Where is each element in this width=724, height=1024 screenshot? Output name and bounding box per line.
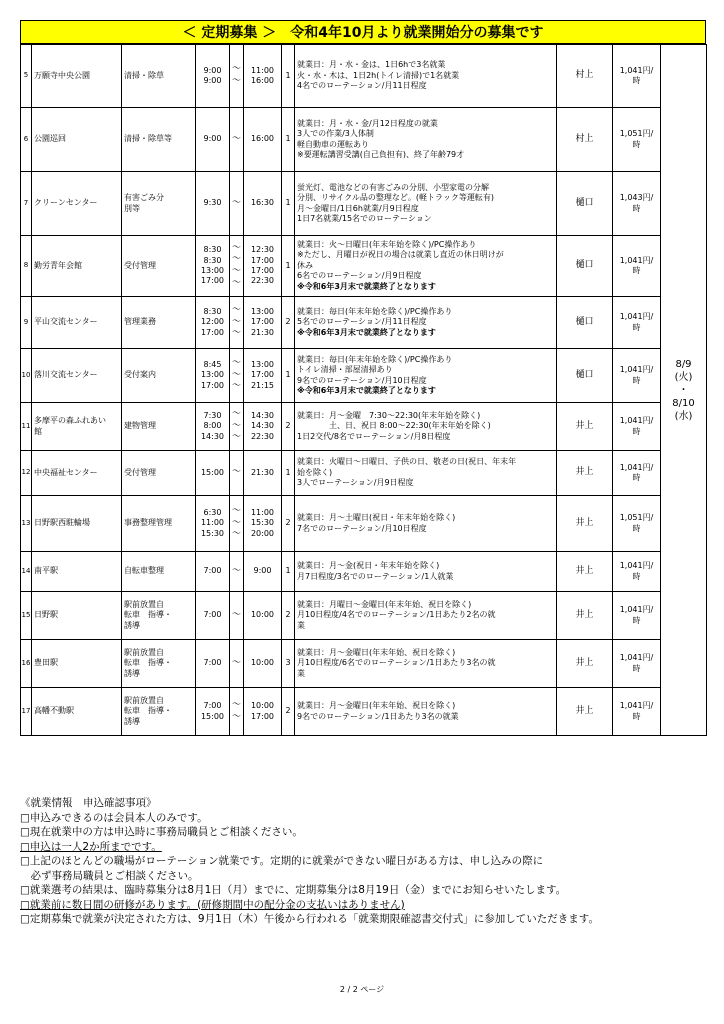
row-number: 6: [21, 108, 32, 172]
job-details: [295, 45, 557, 108]
start-time: 9:00 9:00: [196, 45, 230, 108]
time-separator: ～: [230, 172, 244, 236]
job-type: 受付管理: [122, 451, 196, 496]
end-time: 11:00 15:30 20:00: [244, 496, 282, 552]
time-separator: ～: [230, 592, 244, 640]
workplace-name: 多摩平の森ふれあい 館: [32, 403, 122, 451]
detail-line: 始を除く): [297, 467, 333, 477]
workplace-name: 日野駅西駐輪場: [32, 496, 122, 552]
hourly-wage: 1,043円/ 時: [613, 172, 661, 236]
detail-line: 1日7名就業/15名でのローテーション: [297, 213, 432, 223]
detail-line: 6名でのローテーション/月9日程度: [297, 271, 422, 281]
hourly-wage: 1,041円/ 時: [613, 552, 661, 592]
workplace-name: 平山交流センター: [32, 297, 122, 349]
time-separator: ～: [230, 552, 244, 592]
headcount: 1: [282, 108, 295, 172]
row-number: 13: [21, 496, 32, 552]
note-item: □上記のほとんどの職場がローテーション就業です。定期的に就業ができない曜日がある方は、申し込みの際に: [20, 855, 544, 867]
table-row: [21, 451, 707, 496]
end-time: 9:00: [244, 552, 282, 592]
job-details: [295, 236, 557, 297]
detail-line: 9名でのローテーション/月10日程度: [297, 375, 427, 385]
job-details: [295, 592, 557, 640]
time-separator: ～ ～ ～: [230, 349, 244, 403]
end-time: 16:30: [244, 172, 282, 236]
detail-line: 就業日：毎日(年末年始を除く)/PC操作あり: [297, 354, 453, 364]
hourly-wage: 1,041円/ 時: [613, 45, 661, 108]
row-number: 10: [21, 349, 32, 403]
staff-name: 樋口: [557, 172, 613, 236]
end-time: 14:30 14:30 22:30: [244, 403, 282, 451]
hourly-wage: 1,041円/ 時: [613, 349, 661, 403]
note-item: □申込みできるのは会員本人のみです。: [20, 811, 208, 824]
note-item: □就業前に数日間の研修があります。(研修期間中の配分金の支払いはありません): [20, 898, 405, 911]
hourly-wage: 1,041円/ 時: [613, 592, 661, 640]
time-separator: ～ ～ ～ ～: [230, 236, 244, 297]
time-separator: ～: [230, 640, 244, 688]
job-details: [295, 403, 557, 451]
job-details: [295, 297, 557, 349]
end-time: 13:00 17:00 21:30: [244, 297, 282, 349]
hourly-wage: 1,041円/ 時: [613, 688, 661, 736]
headcount: 2: [282, 688, 295, 736]
job-type: 駅前放置自 転車 指導・ 誘導: [122, 640, 196, 688]
job-type: 駅前放置自 転車 指導・ 誘導: [122, 688, 196, 736]
start-time: 7:00: [196, 552, 230, 592]
headcount: 2: [282, 496, 295, 552]
time-separator: ～ ～ ～: [230, 403, 244, 451]
note-item: □現在就業中の方は申込時に事務局職員とご相談ください。: [20, 826, 303, 838]
row-number: 17: [21, 688, 32, 736]
detail-line: 就業日：月～金曜 7:30～22:30(年末年始を除く): [297, 410, 481, 420]
start-time: 9:00: [196, 108, 230, 172]
staff-name: 樋口: [557, 236, 613, 297]
detail-line: 就業日：月・水・金/月12日程度の就業: [297, 118, 438, 128]
workplace-name: 豊田駅: [32, 640, 122, 688]
workplace-name: 勤労青年会館: [32, 236, 122, 297]
start-time: 6:30 11:00 15:30: [196, 496, 230, 552]
detail-line: 月～金曜日/1日6h就業/月9日程度: [297, 203, 419, 213]
time-separator: ～ ～: [230, 688, 244, 736]
table-row: [21, 349, 707, 403]
row-number: 16: [21, 640, 32, 688]
table-row: [21, 592, 707, 640]
start-time: 9:30: [196, 172, 230, 236]
headcount: 2: [282, 297, 295, 349]
staff-name: 井上: [557, 403, 613, 451]
headcount: 1: [282, 45, 295, 108]
detail-line: 蛍光灯、電池などの有害ごみの分別、小型家電の分解: [297, 182, 489, 192]
end-time: 10:00: [244, 592, 282, 640]
headcount: 1: [282, 552, 295, 592]
detail-line: 就業日：月～金曜日(年末年始、祝日を除く): [297, 701, 456, 711]
start-time: 7:30 8:00 14:30: [196, 403, 230, 451]
note-item: □定期募集で就業が決定された方は、9月1日（木）午後から行われる「就業期限確認書交付式」に参加していただきます。: [20, 913, 599, 925]
detail-line: 1日2交代/8名でローテーション/月8日程度: [297, 431, 451, 441]
detail-line: ※令和6年3月末で就業終了となります: [297, 327, 436, 337]
job-details: [295, 688, 557, 736]
end-time: 16:00: [244, 108, 282, 172]
notes-heading: 《就業情報 申込確認事項》: [20, 797, 157, 809]
detail-line: 火・水・木は、1日2h(トイレ清掃)で1名就業: [297, 70, 460, 80]
detail-line: ※令和6年3月末で就業終了となります: [297, 385, 436, 395]
detail-line: 業: [297, 668, 305, 678]
time-separator: ～ ～: [230, 45, 244, 108]
hourly-wage: 1,041円/ 時: [613, 297, 661, 349]
job-type: 管理業務: [122, 297, 196, 349]
table-row: [21, 552, 707, 592]
workplace-name: 中央福祉センター: [32, 451, 122, 496]
hourly-wage: 1,041円/ 時: [613, 451, 661, 496]
table-row: [21, 172, 707, 236]
staff-name: 井上: [557, 592, 613, 640]
start-time: 15:00: [196, 451, 230, 496]
table-row: [21, 640, 707, 688]
detail-line: 月10日程度/4名でのローテーション/1日あたり2名の就: [297, 610, 496, 620]
note-item: □申込は一人2か所までです。: [20, 840, 162, 853]
row-number: 9: [21, 297, 32, 349]
job-type: 受付管理: [122, 236, 196, 297]
page-banner: ＜ 定期募集 ＞ 令和4年10月より就業開始分の募集です: [20, 20, 706, 44]
table-row: [21, 108, 707, 172]
job-details: [295, 172, 557, 236]
table-row: [21, 45, 707, 108]
headcount: 2: [282, 403, 295, 451]
end-time: 21:30: [244, 451, 282, 496]
detail-line: 就業日：火曜日～日曜日、子供の日、敬老の日(祝日、年末年: [297, 457, 517, 467]
start-time: 7:00: [196, 592, 230, 640]
detail-line: 業: [297, 620, 305, 630]
workplace-name: 落川交流センター: [32, 349, 122, 403]
headcount: 1: [282, 172, 295, 236]
table-row: [21, 403, 707, 451]
time-separator: ～: [230, 451, 244, 496]
job-details: [295, 552, 557, 592]
hourly-wage: 1,051円/ 時: [613, 108, 661, 172]
staff-name: 村上: [557, 45, 613, 108]
detail-line: 就業日：月～金(祝日・年末年始を除く): [297, 561, 440, 571]
staff-name: 井上: [557, 552, 613, 592]
job-type: 駅前放置自 転車 指導・ 誘導: [122, 592, 196, 640]
detail-line: 3人での作業/3人体制: [297, 129, 374, 139]
hourly-wage: 1,041円/ 時: [613, 640, 661, 688]
detail-line: 月10日程度/6名でのローテーション/1日あたり3名の就: [297, 658, 496, 668]
staff-name: 樋口: [557, 297, 613, 349]
row-number: 7: [21, 172, 32, 236]
staff-name: 樋口: [557, 349, 613, 403]
note-item: □就業選考の結果は、臨時募集分は8月1日（月）までに、定期募集分は8月19日（金）までにお知らせいたします。: [20, 884, 567, 896]
detail-line: 就業日：月～金曜日(年末年始、祝日を除く): [297, 647, 456, 657]
workplace-name: 高幡不動駅: [32, 688, 122, 736]
row-number: 8: [21, 236, 32, 297]
staff-name: 井上: [557, 688, 613, 736]
start-time: 8:30 12:00 17:00: [196, 297, 230, 349]
workplace-name: 万願寺中央公園: [32, 45, 122, 108]
end-time: 13:00 17:00 21:15: [244, 349, 282, 403]
detail-line: 就業日：月～土曜日(祝日・年末年始を除く): [297, 513, 456, 523]
detail-line: 就業日：月曜日～金曜日(年末年始、祝日を除く): [297, 599, 472, 609]
row-number: 11: [21, 403, 32, 451]
detail-line: 4名でのローテーション/月11日程度: [297, 81, 427, 91]
row-number: 15: [21, 592, 32, 640]
detail-line: ※ただし、月曜日が祝日の場合は就業し直近の休日明けが: [297, 250, 504, 260]
job-type: 事務整理管理: [122, 496, 196, 552]
end-time: 12:30 17:00 17:00 22:30: [244, 236, 282, 297]
time-separator: ～ ～ ～: [230, 297, 244, 349]
start-time: 8:30 8:30 13:00 17:00: [196, 236, 230, 297]
detail-line: 5名でのローテーション/月11日程度: [297, 317, 427, 327]
table-row: [21, 688, 707, 736]
time-separator: ～ ～ ～: [230, 496, 244, 552]
end-time: 11:00 16:00: [244, 45, 282, 108]
application-notes: [20, 796, 710, 927]
end-time: 10:00 17:00: [244, 688, 282, 736]
headcount: 1: [282, 236, 295, 297]
table-row: [21, 236, 707, 297]
headcount: 1: [282, 349, 295, 403]
table-row: [21, 297, 707, 349]
headcount: 1: [282, 451, 295, 496]
detail-line: 月7日程度/3名でのローテーション/1人就業: [297, 571, 454, 581]
detail-line: 3人でローテーション/月9日程度: [297, 478, 414, 488]
job-type: 受付案内: [122, 349, 196, 403]
workplace-name: 公園巡回: [32, 108, 122, 172]
row-number: 5: [21, 45, 32, 108]
staff-name: 村上: [557, 108, 613, 172]
job-type: 自転車整理: [122, 552, 196, 592]
hourly-wage: 1,041円/ 時: [613, 236, 661, 297]
start-time: 8:45 13:00 17:00: [196, 349, 230, 403]
detail-line: トイレ清掃・部屋清掃あり: [297, 365, 393, 375]
headcount: 2: [282, 592, 295, 640]
detail-line: 7名でのローテーション/月10日程度: [297, 523, 427, 533]
workplace-name: クリーンセンター: [32, 172, 122, 236]
job-details: [295, 496, 557, 552]
hourly-wage: 1,041円/ 時: [613, 403, 661, 451]
start-time: 7:00: [196, 640, 230, 688]
job-details: [295, 108, 557, 172]
detail-line: ※令和6年3月末で就業終了となります: [297, 281, 436, 291]
detail-line: 就業日：毎日(年末年始を除く)/PC操作あり: [297, 306, 453, 316]
staff-name: 井上: [557, 640, 613, 688]
detail-line: 就業日：火～日曜日(年末年始を除く)/PC操作あり: [297, 240, 477, 250]
detail-line: 9名でのローテーション/1日あたり3名の就業: [297, 711, 459, 721]
detail-line: 就業日：月・水・金は、1日6hで3名就業: [297, 60, 446, 70]
time-separator: ～: [230, 108, 244, 172]
job-type: 清掃・除草等: [122, 108, 196, 172]
staff-name: 井上: [557, 451, 613, 496]
row-number: 14: [21, 552, 32, 592]
workplace-name: 日野駅: [32, 592, 122, 640]
workplace-name: 南平駅: [32, 552, 122, 592]
headcount: 3: [282, 640, 295, 688]
detail-line: 軽自動車の運転あり: [297, 139, 369, 149]
job-details: [295, 451, 557, 496]
job-details: [295, 349, 557, 403]
start-time: 7:00 15:00: [196, 688, 230, 736]
detail-line: 土、日、祝日 8:00～22:30(年末年始を除く): [297, 421, 491, 431]
job-type: 清掃・除草: [122, 45, 196, 108]
job-table: [20, 44, 707, 736]
staff-name: 井上: [557, 496, 613, 552]
row-number: 12: [21, 451, 32, 496]
page-number: 2 / 2 ページ: [339, 985, 385, 994]
hourly-wage: 1,051円/ 時: [613, 496, 661, 552]
interview-dates: 8/9 (火) ・ 8/10 (水): [661, 45, 707, 736]
table-row: [21, 496, 707, 552]
job-type: 建物管理: [122, 403, 196, 451]
job-details: [295, 640, 557, 688]
end-time: 10:00: [244, 640, 282, 688]
note-item: 必ず事務局職員とご相談ください。: [20, 869, 199, 882]
detail-line: 分別、リサイクル品の整理など。(軽トラック等運転有): [297, 193, 494, 203]
detail-line: 休み: [297, 260, 313, 270]
job-type: 有害ごみ分 別等: [122, 172, 196, 236]
detail-line: ※要運転講習受講(自己負担有)、終了年齢79才: [297, 149, 465, 159]
